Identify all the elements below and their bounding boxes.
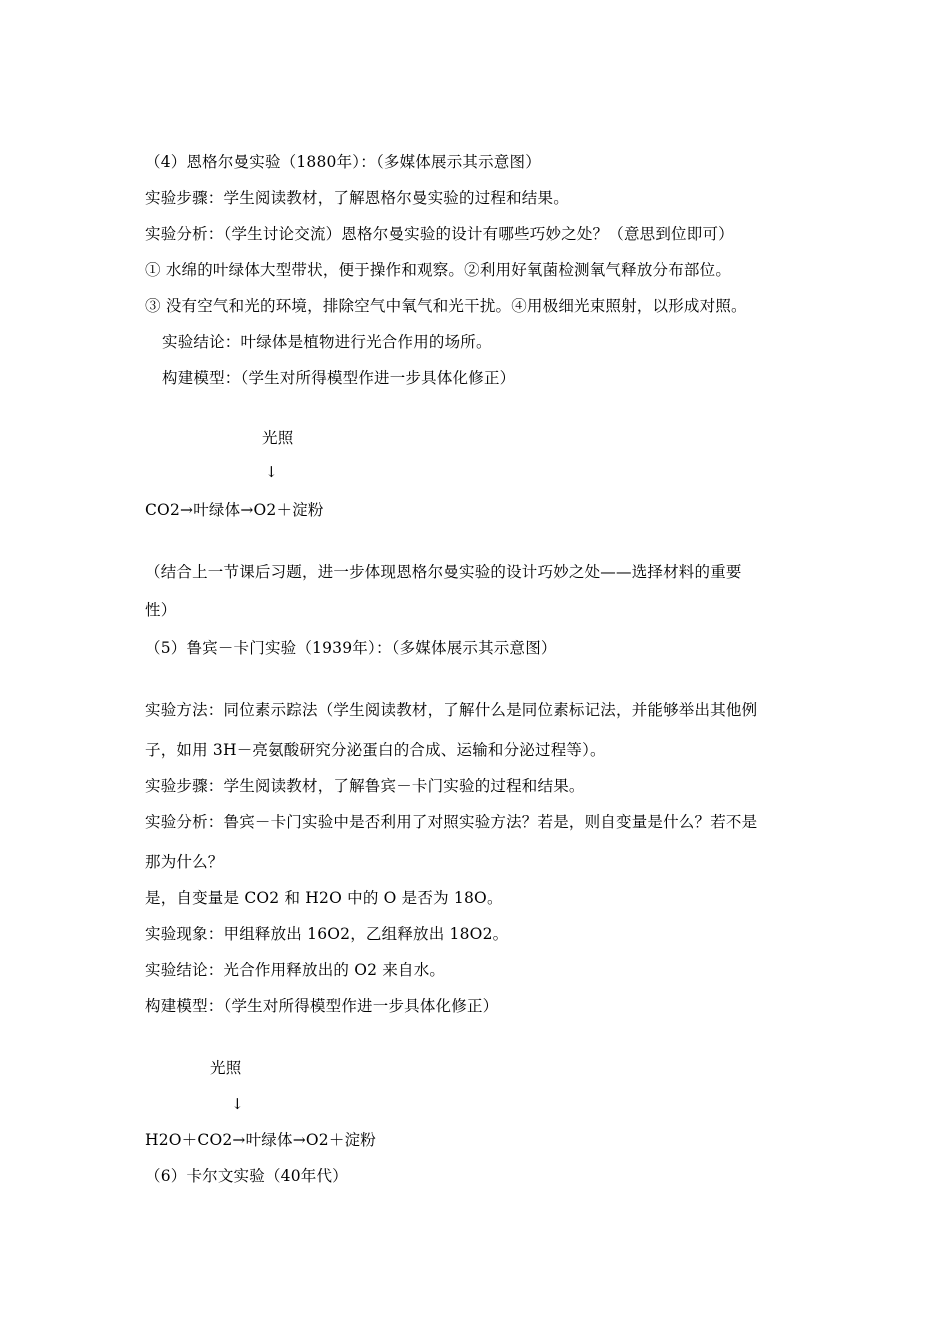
section-heading-engelmann: （4）恩格尔曼实验（1880年）：（多媒体展示其示意图）	[145, 153, 541, 171]
down-arrow-icon: ↓	[265, 463, 278, 481]
paragraph: 实验分析：鲁宾－卡门实验中是否利用了对照实验方法？若是，则自变量是什么？若不是	[145, 813, 758, 831]
down-arrow-icon: ↓	[231, 1095, 244, 1113]
paragraph: 子，如用 3H－亮氨酸研究分泌蛋白的合成、运输和分泌过程等）。	[145, 741, 606, 759]
paragraph: 实验步骤：学生阅读教材，了解恩格尔曼实验的过程和结果。	[145, 189, 569, 207]
section-heading-calvin: （6）卡尔文实验（40年代）	[145, 1167, 348, 1185]
paragraph: 性）	[145, 601, 177, 619]
model-equation: CO2→叶绿体→O2＋淀粉	[145, 501, 324, 519]
paragraph: ① 水绵的叶绿体大型带状，便于操作和观察。②利用好氧菌检测氧气释放分布部位。	[145, 261, 732, 279]
paragraph: 那为什么？	[145, 853, 224, 871]
paragraph: （结合上一节课后习题，进一步体现恩格尔曼实验的设计巧妙之处——选择材料的重要	[145, 563, 742, 581]
paragraph: 实验结论：叶绿体是植物进行光合作用的场所。	[162, 333, 492, 351]
paragraph: 实验结论：光合作用释放出的 O2 来自水。	[145, 961, 446, 979]
paragraph: ③ 没有空气和光的环境，排除空气中氧气和光干扰。④用极细光束照射，以形成对照。	[145, 297, 747, 315]
paragraph: 实验步骤：学生阅读教材，了解鲁宾－卡门实验的过程和结果。	[145, 777, 585, 795]
section-heading-ruben-kamen: （5）鲁宾－卡门实验（1939年）：（多媒体展示其示意图）	[145, 639, 557, 657]
paragraph: 实验分析：（学生讨论交流）恩格尔曼实验的设计有哪些巧妙之处？（意思到位即可）	[145, 225, 734, 243]
model-label-light: 光照	[262, 429, 294, 447]
paragraph: 实验现象：甲组释放出 16O2，乙组释放出 18O2。	[145, 925, 509, 943]
paragraph: 构建模型：（学生对所得模型作进一步具体化修正）	[162, 369, 516, 387]
model-equation: H2O＋CO2→叶绿体→O2＋淀粉	[145, 1131, 376, 1149]
paragraph: 是，自变量是 CO2 和 H2O 中的 O 是否为 18O。	[145, 889, 503, 907]
model-label-light: 光照	[210, 1059, 242, 1077]
paragraph: 构建模型：（学生对所得模型作进一步具体化修正）	[145, 997, 499, 1015]
paragraph: 实验方法：同位素示踪法（学生阅读教材，了解什么是同位素标记法，并能够举出其他例	[145, 701, 758, 719]
